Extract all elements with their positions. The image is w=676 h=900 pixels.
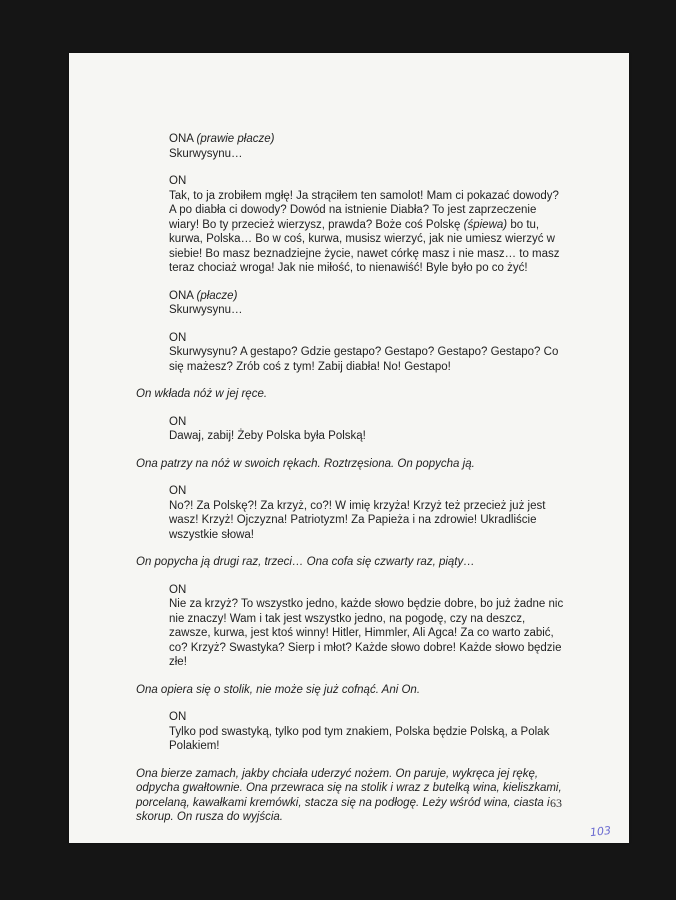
speech-block bbox=[169, 331, 566, 375]
speaker-name: ON bbox=[169, 415, 187, 428]
speech-block bbox=[169, 415, 566, 444]
speech-text: Dawaj, zabij! Żeby Polska była Polską! bbox=[169, 430, 366, 442]
speech-block bbox=[169, 583, 566, 670]
speech-text: Tak, to ja zrobiłem mgłę! Ja strąciłem ten samolot! Mam ci pokazać dowody? A po diabła ci dowody? Dowód na istnienie Diabła? To jest zaprzeczenie wiary! Bo ty przecież wierzysz, prawda? Boże coś Polskę (śpiewa) bo tu, kurwa, Polska… Bo w coś, kurwa, musisz wierzyć, jak nie umiesz wierzyć w siebie! Bo masz beznadziejne życie, nawet córkę masz i nie masz… to masz teraz chociaż wroga! Jak nie miłość, to nienawiść! Byle było po co żyć! bbox=[169, 189, 560, 274]
stage-direction: Ona patrzy na nóż w swoich rękach. Roztrzęsiona. On popycha ją. bbox=[136, 457, 475, 470]
stage-direction: On popycha ją drugi raz, trzeci… Ona cofa się czwarty raz, piąty… bbox=[136, 556, 475, 568]
stage-direction: Ona bierze zamach, jakby chciała uderzyć nożem. On paruje, wykręca jej rękę, odpycha gwałtownie. Ona przewraca się na stolik i wraz z butelką wina, kieliszkami, porcelaną, kawałkami kremówki, stacza się na podłogę. Leży wśród wina, ciasta i skorup. On rusza do wyjścia. bbox=[136, 767, 562, 823]
speaker-direction: (prawie płacze) bbox=[196, 133, 275, 145]
speech-block bbox=[169, 174, 566, 276]
speech-text: Nie za krzyż? To wszystko jedno, każde słowo będzie dobre, bo już żadne nic nie znaczy! Wam i tak jest wszystko jedno, na pogodę, czy na deszcz, zawsze, kurwa, jest ktoś winny! Hitler, Himmler, Ali Agca! Za co warto zabić, co? Krzyż? Swastyka? Sierp i młot? Każde słowo dobre! Każde słowo będzie złe! bbox=[169, 598, 564, 668]
speaker-name: ON bbox=[169, 583, 187, 596]
speaker-name: ON bbox=[169, 331, 187, 344]
stage-direction: Ona opiera się o stolik, nie może się już cofnąć. Ani On. bbox=[136, 683, 421, 696]
speaker-direction: (płacze) bbox=[196, 289, 238, 302]
speech-text: No?! Za Polskę?! Za krzyż, co?! W imię krzyża! Krzyż też przecież już jest wasz! Krzyż! Ojczyzna! Patriotyzm! Za Papieża i na zdrowie! Ukradliście wszystkie słowa! bbox=[169, 499, 546, 541]
speaker-name: ONA bbox=[169, 133, 194, 145]
speech-block bbox=[169, 132, 566, 161]
speaker-name: ON bbox=[169, 175, 187, 187]
speech-block bbox=[169, 484, 566, 542]
page-number: 63 bbox=[550, 796, 562, 810]
speaker-name: ON bbox=[169, 485, 187, 497]
speaker-name: ON bbox=[169, 711, 187, 723]
stage-direction: On wkłada nóż w jej ręce. bbox=[136, 388, 268, 400]
document-page bbox=[69, 53, 629, 843]
speech-text: Skurwysynu… bbox=[169, 147, 243, 160]
inline-direction: (śpiewa) bbox=[463, 218, 508, 231]
speech-text: Skurwysynu? A gestapo? Gdzie gestapo? Gestapo? Gestapo? Gestapo? Co się mażesz? Zrób coś z tym! Zabij diabła! No! Gestapo! bbox=[169, 346, 559, 373]
script-text bbox=[136, 132, 566, 838]
handwritten-page-number: 103 bbox=[589, 823, 612, 840]
speech-block bbox=[169, 289, 566, 318]
speaker-name: ONA bbox=[169, 289, 194, 302]
speech-text: Tylko pod swastyką, tylko pod tym znakiem, Polska będzie Polską, a Polak Polakiem! bbox=[169, 725, 550, 752]
speech-text: Skurwysynu… bbox=[169, 304, 243, 316]
speech-block bbox=[169, 710, 566, 754]
